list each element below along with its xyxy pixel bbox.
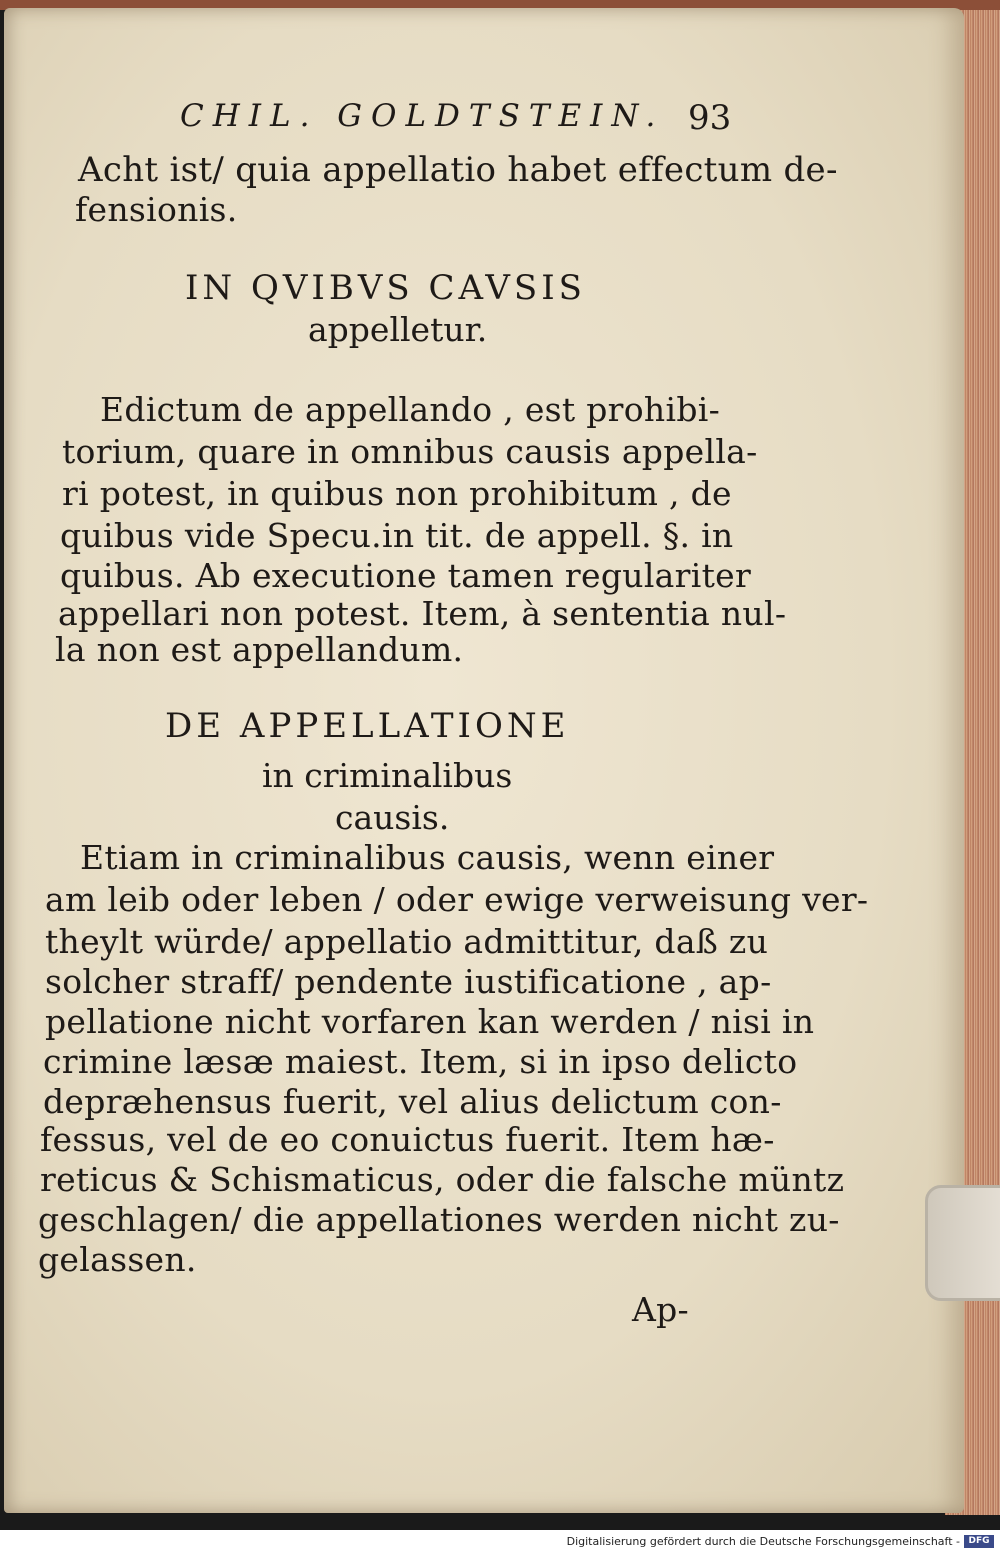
section-subheading: appelletur. [308,310,488,349]
section-subheading: causis. [335,798,450,837]
footer-bar [0,1532,1000,1552]
paragraph-line: theylt würde/ appellatio admittitur, daß zu [45,922,769,961]
paragraph-line: Etiam in criminalibus causis, wenn einer [80,838,775,877]
section-subheading: in criminalibus [262,756,513,795]
section-heading: IN QVIBVS CAVSIS [185,268,586,308]
paragraph-line: Edictum de appellando , est prohibi- [100,390,721,429]
running-head: CHIL. GOLDTSTEIN. [180,98,665,134]
paragraph-line: pellatione nicht vorfaren kan werden / nisi in [45,1002,815,1041]
paragraph-line: torium, quare in omnibus causis appella- [62,432,758,471]
paragraph-line: geschlagen/ die appellationes werden nicht zu- [38,1200,840,1239]
catchword: Ap- [632,1290,690,1329]
footer-credit: Digitalisierung gefördert durch die Deutsche Forschungsgemeinschaft - [566,1535,960,1548]
paragraph-line: quibus. Ab executione tamen regulariter [60,556,752,595]
section-heading: DE APPELLATIONE [165,706,570,746]
paragraph-line: la non est appellandum. [55,630,464,669]
paragraph-line: fessus, vel de eo conuictus fuerit. Item hæ- [40,1120,775,1159]
paragraph-line: appellari non potest. Item, à sententia nul- [58,594,787,633]
continuation-line: Acht ist/ quia appellatio habet effectum de- [78,150,838,190]
page-clip-marker [925,1185,1000,1301]
dfg-logo: DFG [964,1535,994,1548]
paragraph-line: ri potest, in quibus non prohibitum , de [62,474,732,513]
paragraph-line: crimine læsæ maiest. Item, si in ipso delicto [43,1042,798,1081]
continuation-line: fensionis. [75,190,238,229]
paragraph-line: depræhensus fuerit, vel alius delictum con- [43,1082,782,1121]
page-number: 93 [688,98,732,138]
paragraph-line: quibus vide Specu.in tit. de appell. §. in [60,516,734,555]
paragraph-line: am leib oder leben / oder ewige verweisung ver- [45,880,869,919]
paragraph-line: gelassen. [38,1240,197,1279]
paragraph-line: solcher straff/ pendente iustificatione , ap- [45,962,772,1001]
paragraph-line: reticus & Schismaticus, oder die falsche müntz [40,1160,845,1199]
